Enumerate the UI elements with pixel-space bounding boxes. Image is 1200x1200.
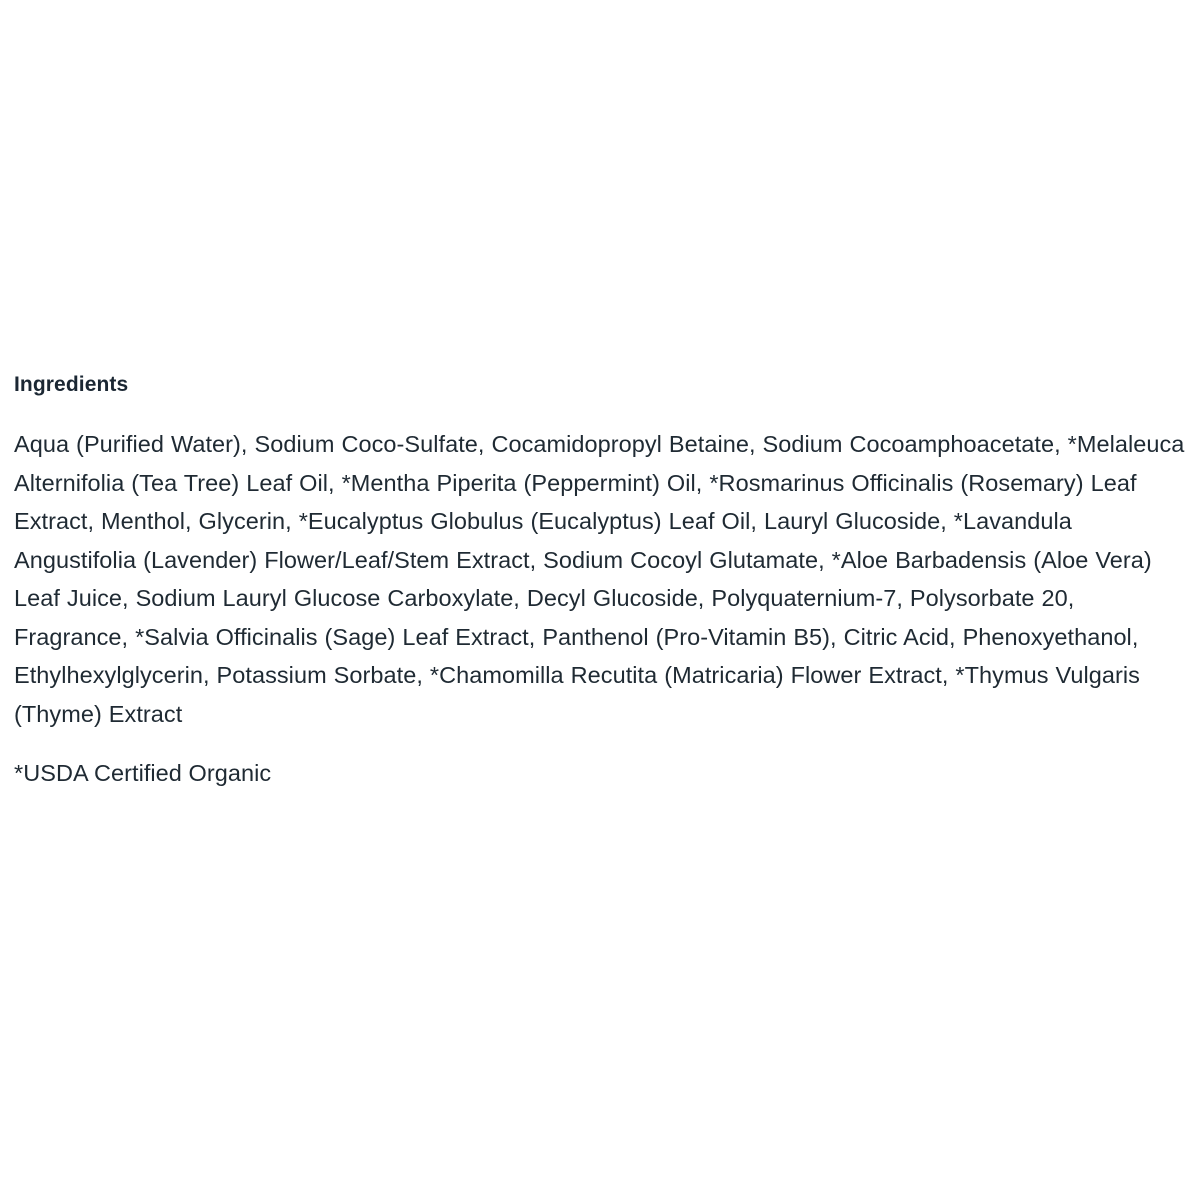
ingredients-list-text: Aqua (Purified Water), Sodium Coco-Sulfate, Cocamidopropyl Betaine, Sodium Cocoamphoacetate, *Melaleuca Alternifolia (Tea Tree) Leaf Oil, *Mentha Piperita (Peppermint) Oil, *Rosmarinus Officinalis (Rosemary) Leaf Extract, Menthol, Glycerin, *Eucalyptus Globulus (Eucalyptus) Leaf Oil, Lauryl Glucoside, *Lavandula Angustifolia (Lavender) Flower/Leaf/Stem Extract, Sodium Cocoyl Glutamate, *Aloe Barbadensis (Aloe Vera) Leaf Juice, Sodium Lauryl Glucose Carboxylate, Decyl Glucoside, Polyquaternium-7, Polysorbate 20, Fragrance, *Salvia Officinalis (Sage) Leaf Extract, Panthenol (Pro-Vitamin B5), Citric Acid, Phenoxyethanol, Ethylhexylglycerin, Potassium Sorbate, *Chamomilla Recutita (Matricaria) Flower Extract, *Thymus Vulgaris (Thyme) Extract (14, 431, 1185, 727)
page-title: Ingredients (14, 373, 129, 396)
ingredients-section (14, 372, 1186, 793)
organic-certification-footnote: *USDA Certified Organic (14, 760, 272, 787)
